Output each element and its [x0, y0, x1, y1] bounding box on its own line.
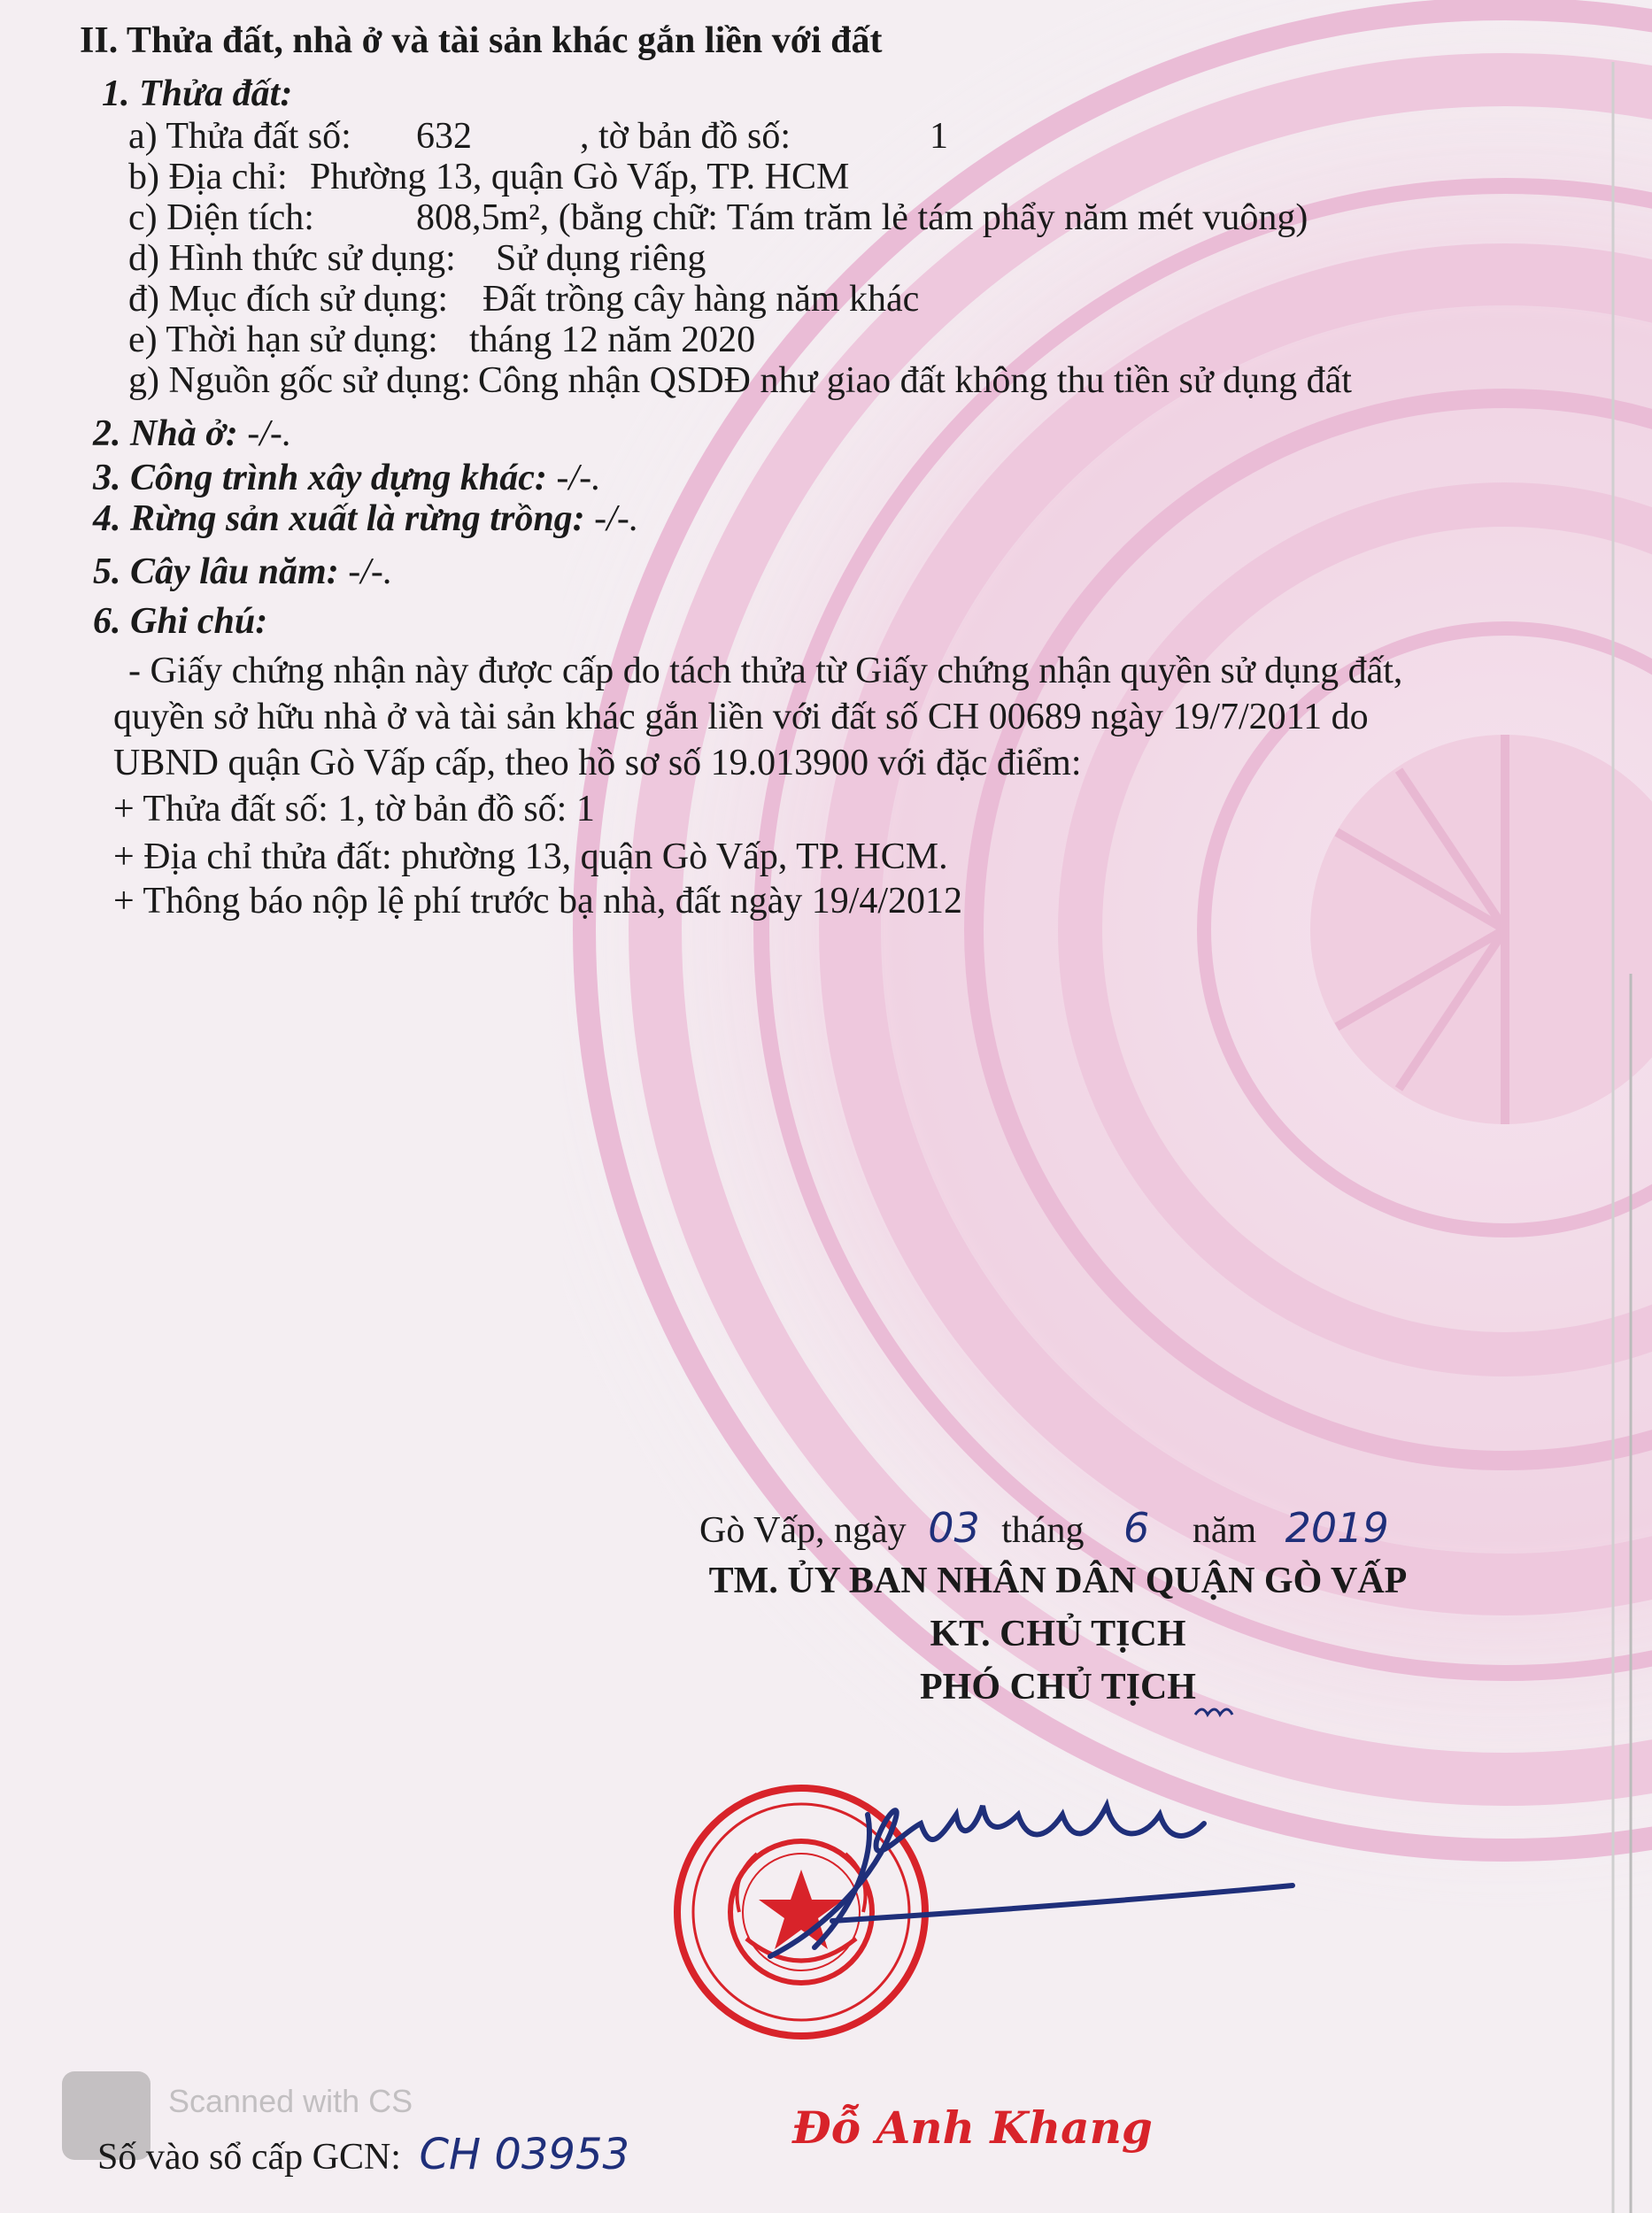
term-label: e) Thời hạn sử dụng:	[128, 320, 438, 360]
parcel-row	[128, 115, 948, 158]
note-line: UBND quận Gò Vấp cấp, theo hồ sơ số 19.013900 với đặc điểm:	[113, 743, 1082, 783]
other-works-row	[93, 457, 601, 499]
role-line-1: KT. CHỦ TỊCH	[930, 1614, 1186, 1654]
forest-heading: 4. Rừng sản xuất là rừng trồng:	[93, 498, 585, 539]
role-line-2: PHÓ CHỦ TỊCH	[920, 1667, 1196, 1708]
area-row	[128, 197, 1308, 239]
area-value: 808,5m², (bằng chữ: Tám trăm lẻ tám phẩy năm mét vuông)	[416, 197, 1308, 238]
address-label: b) Địa chỉ:	[128, 157, 288, 197]
month-label: tháng	[1001, 1510, 1085, 1551]
other-works-value: -/-.	[556, 458, 601, 498]
notes-heading: 6. Ghi chú:	[93, 601, 268, 642]
address-value: Phường 13, quận Gò Vấp, TP. HCM	[310, 157, 850, 197]
origin-row	[128, 359, 1352, 402]
other-works-heading: 3. Công trình xây dựng khác:	[93, 458, 547, 498]
purpose-row	[128, 278, 920, 320]
date-day: 03	[928, 1504, 980, 1552]
note-line: + Địa chỉ thửa đất: phường 13, quận Gò Vấp, TP. HCM.	[113, 837, 948, 877]
term-value: tháng 12 năm 2020	[469, 320, 756, 360]
parcel-number: 632	[416, 116, 472, 157]
land-heading: 1. Thửa đất:	[102, 73, 293, 114]
use-form-row	[128, 237, 706, 280]
house-row	[93, 413, 291, 455]
purpose-value: Đất trồng cây hàng năm khác	[482, 279, 920, 320]
year-label: năm	[1192, 1510, 1257, 1551]
house-heading: 2. Nhà ở:	[93, 413, 238, 454]
note-line: - Giấy chứng nhận này được cấp do tách thửa từ Giấy chứng nhận quyền sử dụng đất,	[128, 651, 1403, 691]
note-line: + Thửa đất số: 1, tờ bản đồ số: 1	[113, 789, 595, 829]
registry-number: CH 03953	[419, 2130, 630, 2179]
parcel-label: a) Thửa đất số:	[128, 116, 351, 157]
date-month: 6	[1123, 1504, 1150, 1552]
date-place: Gò Vấp, ngày	[699, 1510, 907, 1551]
section-title: II. Thửa đất, nhà ở và tài sản khác gắn liền với đất	[80, 20, 883, 61]
term-row	[128, 319, 756, 361]
area-label: c) Diện tích:	[128, 197, 314, 238]
perennial-value: -/-.	[348, 551, 393, 592]
date-line	[699, 1504, 1389, 1552]
map-number: 1	[930, 116, 948, 157]
scanner-watermark: Scanned with CS	[168, 2083, 413, 2119]
use-form-label: d) Hình thức sử dụng:	[128, 238, 456, 279]
address-row	[128, 156, 850, 198]
map-label: , tờ bản đồ số:	[580, 116, 791, 157]
origin-value: Công nhận QSDĐ như giao đất không thu tiền sử dụng đất	[478, 360, 1352, 401]
forest-row	[93, 497, 638, 540]
use-form-value: Sử dụng riêng	[496, 238, 706, 279]
note-line: + Thông báo nộp lệ phí trước bạ nhà, đất ngày 19/4/2012	[113, 881, 963, 921]
origin-label: g) Nguồn gốc sử dụng:	[128, 360, 471, 401]
registry-row	[97, 2130, 630, 2179]
perennial-heading: 5. Cây lâu năm:	[93, 551, 339, 592]
signer-name: Đỗ Anh Khang	[792, 2101, 1153, 2154]
purpose-label: đ) Mục đích sử dụng:	[128, 279, 449, 320]
registry-label: Số vào sổ cấp GCN:	[97, 2137, 401, 2178]
org-name: TM. ỦY BAN NHÂN DÂN QUẬN GÒ VẤP	[708, 1561, 1408, 1601]
house-value: -/-.	[247, 413, 292, 454]
date-year: 2019	[1285, 1504, 1389, 1552]
forest-value: -/-.	[594, 498, 639, 539]
note-line: quyền sở hữu nhà ở và tài sản khác gắn liền với đất số CH 00689 ngày 19/7/2011 do	[113, 697, 1369, 737]
perennial-row	[93, 551, 392, 593]
